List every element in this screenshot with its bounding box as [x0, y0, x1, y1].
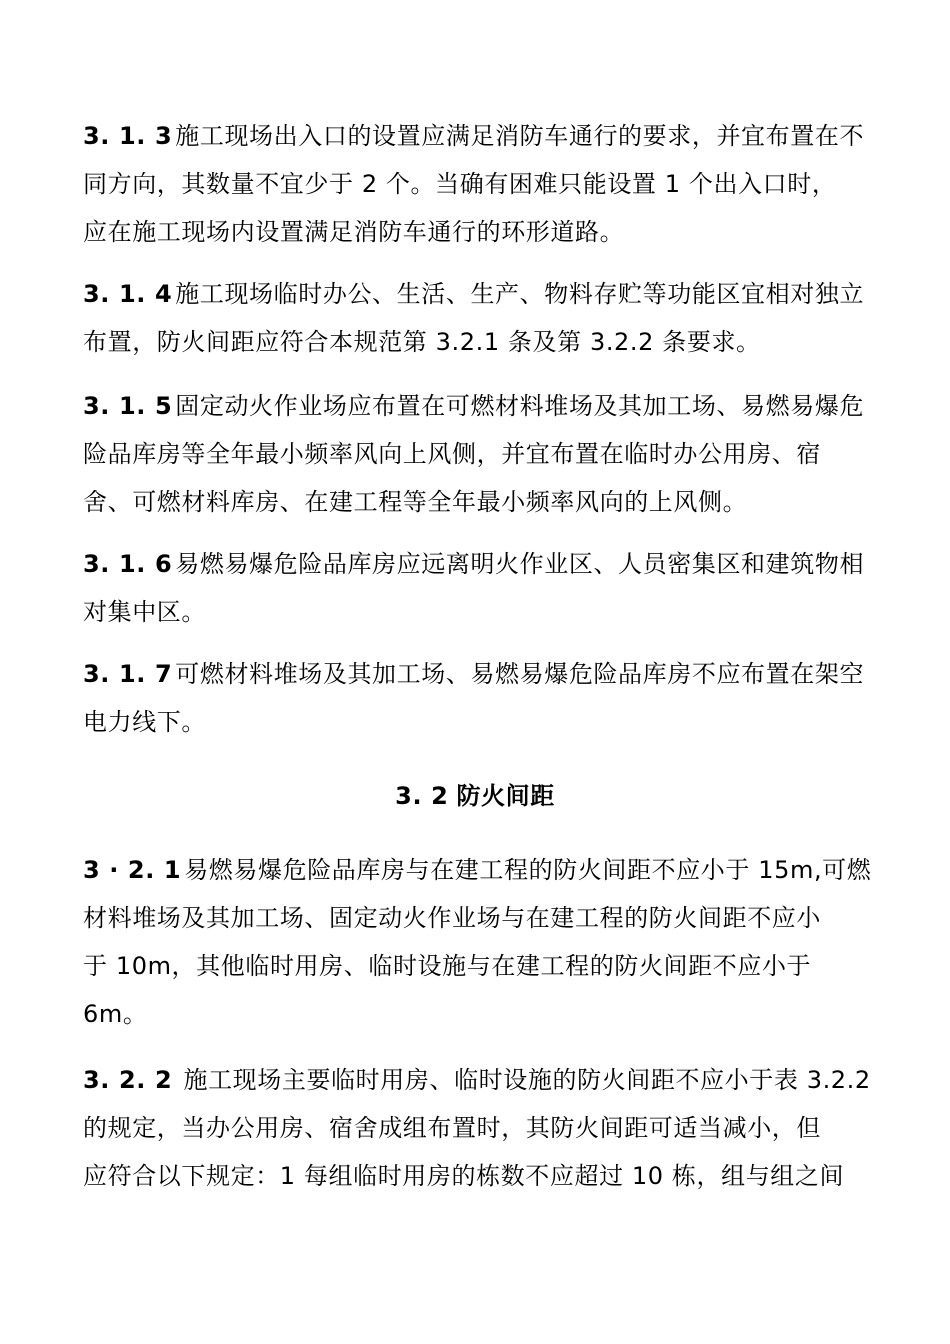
- clause-line: 3. 2. 2 施工现场主要临时用房、临时设施的防火间距不应小于表 3.2.2: [83, 1066, 871, 1094]
- clause-3-1-7: [83, 650, 873, 746]
- clause-line: 舍、可燃材料库房、在建工程等全年最小频率风向的上风侧。: [83, 488, 748, 516]
- clause-line: 3. 1. 4 施工现场临时办公、生活、生产、物料存贮等功能区宜相对独立: [83, 280, 865, 308]
- clause-line: 3. 1. 3 施工现场出入口的设置应满足消防车通行的要求，并宜布置在不: [83, 122, 865, 150]
- section-heading: [0, 772, 950, 820]
- clause-line: 3 · 2. 1 易燃易爆危险品库房与在建工程的防火间距不应小于 15m,可燃: [83, 856, 872, 884]
- clause-number: 3 · 2. 1: [83, 856, 182, 884]
- clause-line: 3. 1. 5 固定动火作业场应布置在可燃材料堆场及其加工场、易燃易爆危: [83, 392, 865, 420]
- clause-line: 的规定，当办公用房、宿舍成组布置时，其防火间距可适当减小，但: [83, 1114, 821, 1142]
- clause-3-1-5: [83, 382, 873, 526]
- clause-line: 3. 1. 7 可燃材料堆场及其加工场、易燃易爆危险品库房不应布置在架空: [83, 660, 865, 688]
- clause-3-2-2: [83, 1056, 873, 1200]
- clause-line: 对集中区。: [83, 598, 206, 626]
- clause-line: 应符合以下规定：1 每组临时用房的栋数不应超过 10 栋，组与组之间: [83, 1162, 845, 1190]
- clause-number: 3. 1. 7: [83, 660, 173, 688]
- clause-3-1-3: [83, 112, 873, 256]
- clause-3-2-1: [83, 846, 873, 1038]
- clause-number: 3. 1. 6: [83, 550, 173, 578]
- heading-title: 防火间距: [456, 782, 555, 810]
- clause-line: 6m。: [83, 1000, 148, 1028]
- clause-line: 应在施工现场内设置满足消防车通行的环形道路。: [83, 218, 625, 246]
- clause-number: 3. 1. 4: [83, 280, 173, 308]
- clause-number: 3. 1. 3: [83, 122, 173, 150]
- clause-line: 于 10m，其他临时用房、临时设施与在建工程的防火间距不应小于: [83, 952, 812, 980]
- clause-number: 3. 2. 2: [83, 1066, 173, 1094]
- clause-line: 材料堆场及其加工场、固定动火作业场与在建工程的防火间距不应小: [83, 904, 821, 932]
- clause-line: 险品库房等全年最小频率风向上风侧，并宜布置在临时办公用房、宿: [83, 440, 821, 468]
- clause-line: 布置，防火间距应符合本规范第 3.2.1 条及第 3.2.2 条要求。: [83, 328, 761, 356]
- clause-number: 3. 1. 5: [83, 392, 173, 420]
- clause-line: 电力线下。: [83, 708, 206, 736]
- clause-line: 3. 1. 6 易燃易爆危险品库房应远离明火作业区、人员密集区和建筑物相: [83, 550, 865, 578]
- heading-number: 3. 2: [395, 782, 449, 810]
- clause-line: 同方向，其数量不宜少于 2 个。当确有困难只能设置 1 个出入口时，: [83, 170, 837, 198]
- clause-3-1-4: [83, 270, 873, 366]
- clause-3-1-6: [83, 540, 873, 636]
